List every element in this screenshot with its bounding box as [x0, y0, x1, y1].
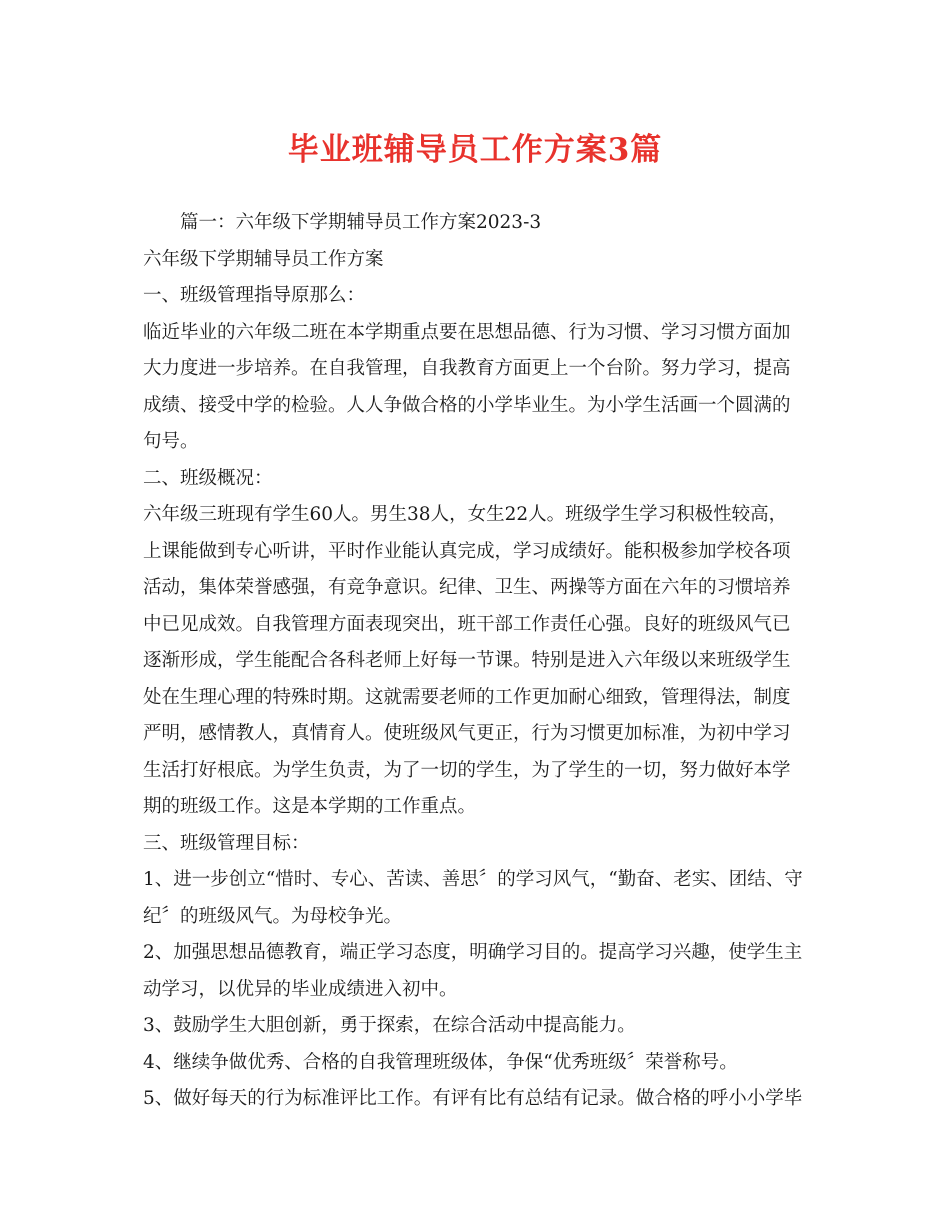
paragraph-line: 严明，感情教人，真情育人。使班级风气更正，行为习惯更加标准，为初中学习	[143, 723, 791, 744]
document-title: 毕业班辅导员工作方案3篇	[287, 132, 663, 168]
paragraph-line: 中已见成效。自我管理方面表现突出，班干部工作责任心强。良好的班级风气已	[143, 613, 791, 635]
paragraph-line: 成绩、接受中学的检验。人人争做合格的小学毕业生。为小学生活画一个圆满的	[143, 394, 791, 416]
document-body	[143, 205, 807, 1118]
document-subtitle: 六年级下学期辅导员工作方案	[143, 248, 384, 270]
paragraph-line: 上课能做到专心听讲，平时作业能认真完成，学习成绩好。能积极参加学校各项	[143, 540, 791, 562]
paragraph-line: 大力度进一步培养。在自我管理，自我教育方面更上一个台阶。努力学习，提高	[143, 358, 791, 379]
paragraph-line: 处在生理心理的特殊时期。这就需要老师的工作更加耐心细致，管理得法，制度	[143, 686, 791, 708]
paragraph-line: 临近毕业的六年级二班在本学期重点要在思想品德、行为习惯、学习习惯方面加	[143, 321, 791, 343]
paragraph-line: 六年级三班现有学生60人。男生38人，女生22人。班级学生学习积极性较高，	[143, 504, 788, 525]
section-heading-principles: 一、班级管理指导原那么：	[143, 285, 366, 306]
section-heading-goals: 三、班级管理目标：	[143, 832, 310, 854]
section-heading-part-one: 篇一：六年级下学期辅导员工作方案2023-3	[180, 212, 542, 233]
list-item-line: 3、鼓励学生大胆创新，勇于探索，在综合活动中提高能力。	[143, 1015, 636, 1036]
list-item-line: 2、加强思想品德教育，端正学习态度，明确学习目的。提高学习兴趣，使学生主	[143, 942, 803, 963]
paragraph-line: 逐渐形成，学生能配合各科老师上好每一节课。特别是进入六年级以来班级学生	[143, 650, 791, 671]
list-item-line: 1、进一步创立“惜时、专心、苦读、善思〞的学习风气，“勤奋、老实、团结、守	[143, 869, 803, 890]
list-item-line: 纪〞的班级风气。为母校争光。	[143, 905, 403, 927]
paragraph-line: 句号。	[143, 431, 199, 452]
list-item-line: 5、做好每天的行为标准评比工作。有评有比有总结有记录。做合格的呼小小学毕	[143, 1088, 803, 1109]
paragraph-line: 活动，集体荣誉感强，有竞争意识。纪律、卫生、两操等方面在六年的习惯培养	[143, 577, 791, 598]
section-heading-overview: 二、班级概况：	[143, 467, 273, 489]
paragraph-line: 期的班级工作。这是本学期的工作重点。	[143, 796, 477, 817]
paragraph-line: 生活打好根底。为学生负责，为了一切的学生，为了学生的一切，努力做好本学	[143, 759, 791, 781]
list-item-line: 4、继续争做优秀、合格的自我管理班级体，争保“优秀班级〞荣誉称号。	[143, 1051, 738, 1073]
list-item-line: 动学习，以优异的毕业成绩进入初中。	[143, 978, 458, 1000]
